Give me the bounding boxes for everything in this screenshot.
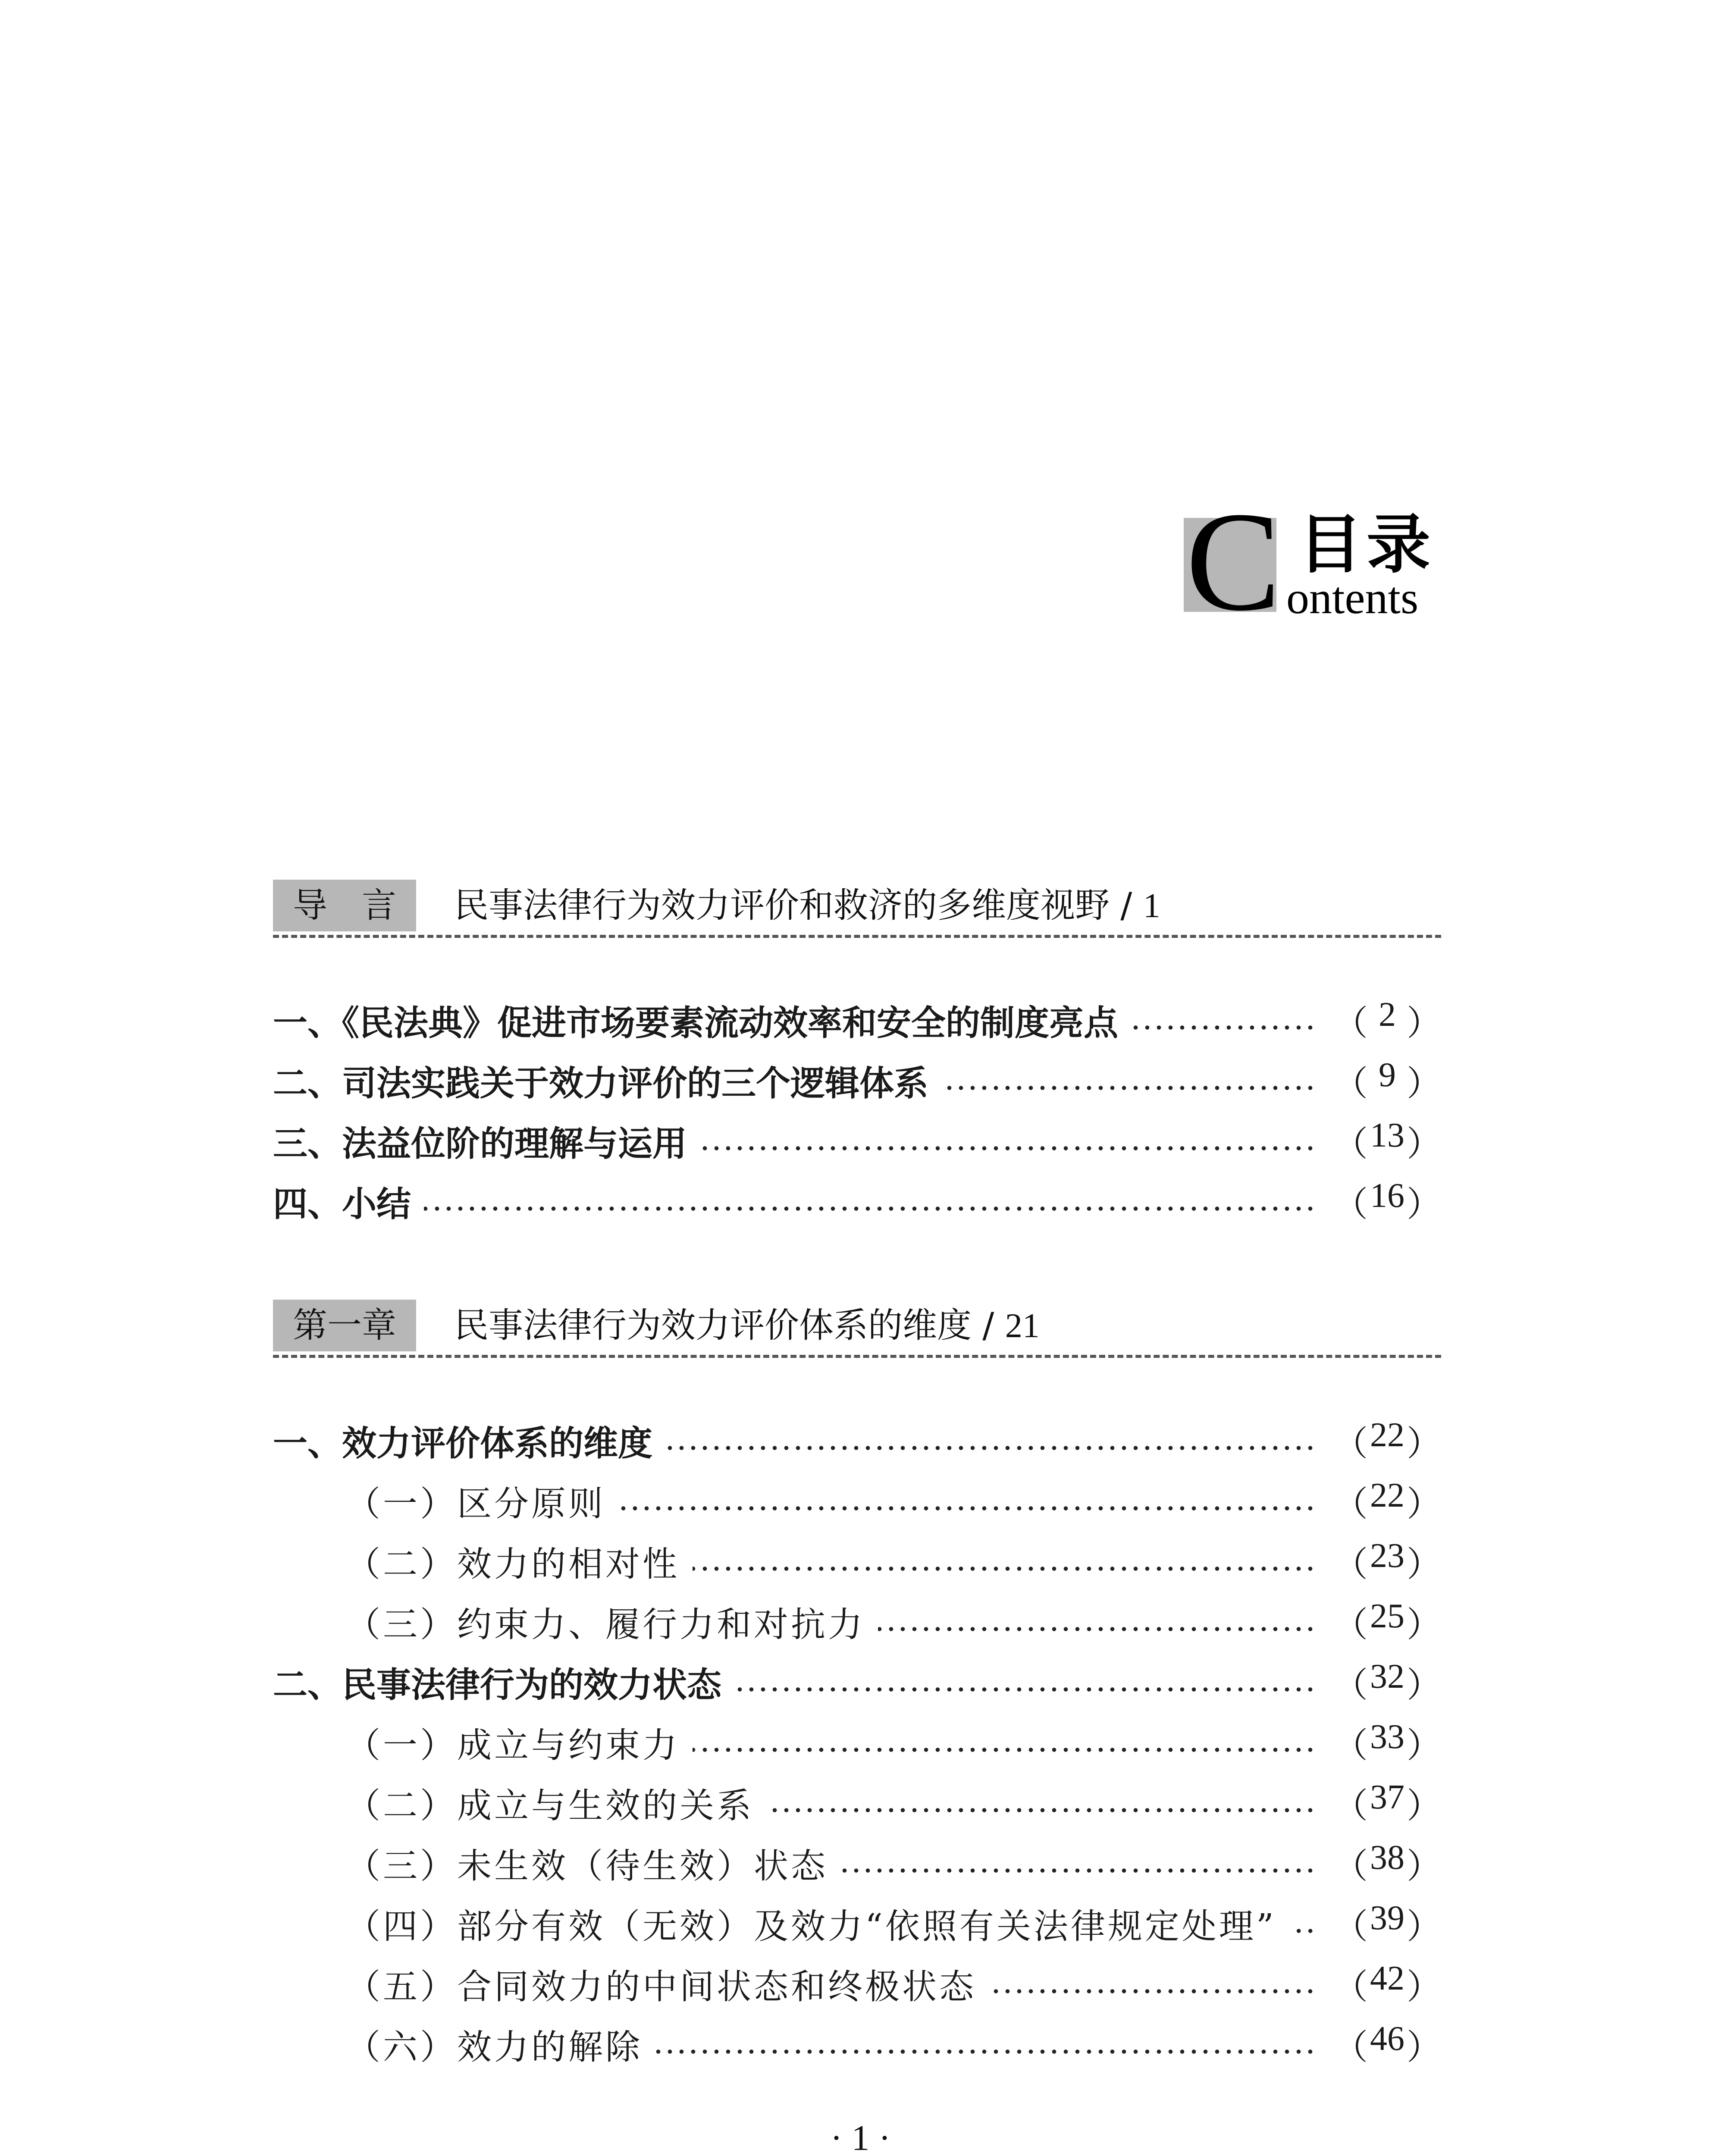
toc-entry-label: （一）成立与约束力 [346, 1725, 680, 1765]
chapter-tag: 导 言 [273, 880, 416, 931]
toc-entry-page [1333, 1597, 1441, 1646]
toc-entry-label: 一、效力评价体系的维度 [273, 1423, 652, 1463]
toc-entry-label: （五）合同效力的中间状态和终极状态 [346, 1966, 976, 2007]
toc-entry[interactable] [273, 994, 1441, 1046]
toc-entry-page [1333, 1657, 1441, 1707]
chapter-title [454, 1300, 1040, 1352]
paren-open: （ [1333, 1545, 1368, 1584]
toc-entry-page [1333, 1959, 1441, 2009]
paren-open: （ [1333, 1666, 1368, 1705]
paren-close: ） [1407, 1968, 1441, 2006]
page-number: 9 [1379, 1056, 1396, 1094]
chapter-title-text: 民事法律行为效力评价体系的维度 [454, 1305, 972, 1345]
toc-entry[interactable] [273, 1115, 1441, 1166]
page-number: 25 [1370, 1597, 1404, 1635]
paren-close: ） [1407, 1004, 1441, 1043]
toc-subentry[interactable] [346, 1716, 1441, 1768]
toc-entry-label: 一、《民法典》促进市场要素流动效率和安全的制度亮点 [273, 1003, 1118, 1043]
toc-entry[interactable] [273, 1656, 1441, 1708]
toc-entry[interactable] [273, 1175, 1441, 1227]
toc-entry-page [1333, 1899, 1441, 1948]
page-number: 42 [1370, 1959, 1404, 1997]
contents-heading [1184, 483, 1442, 640]
paren-open: （ [1333, 1787, 1368, 1825]
toc-entry-page [1333, 1778, 1441, 1827]
dot-leader [618, 1505, 1316, 1511]
toc-entry-page [1333, 1176, 1441, 1226]
paren-close: ） [1407, 1185, 1441, 1224]
toc-entry-label: （二）效力的相对性 [346, 1544, 680, 1584]
dot-leader [1131, 1025, 1316, 1031]
paren-open: （ [1333, 1908, 1368, 1946]
toc-entry-page [1333, 1416, 1441, 1465]
paren-open: （ [1333, 1968, 1368, 2006]
toc-entry-page [1333, 1116, 1441, 1166]
dot-leader [734, 1686, 1316, 1692]
dot-leader [700, 1145, 1316, 1151]
paren-close: ） [1407, 1666, 1441, 1705]
paren-open: （ [1333, 1065, 1368, 1103]
paren-open: （ [1333, 1847, 1368, 1886]
paren-close: ） [1407, 1847, 1441, 1886]
dot-leader [989, 1988, 1316, 1994]
toc-subentry[interactable] [346, 1958, 1441, 2009]
toc-entry-label: （三）未生效（待生效）状态 [346, 1846, 828, 1886]
chapter-page: 1 [1143, 887, 1160, 925]
toc-entry-label: （一）区分原则 [346, 1483, 605, 1524]
chapter-tag: 第一章 [273, 1300, 416, 1351]
toc-entry-label: 四、小结 [273, 1184, 411, 1224]
paren-open: （ [1333, 1185, 1368, 1224]
toc-entry-label: 三、法益位阶的理解与运用 [273, 1123, 687, 1164]
toc-entry-label: （三）约束力、履行力和对抗力 [346, 1604, 865, 1645]
toc-entry-page [1333, 1056, 1441, 1105]
paren-close: ） [1407, 1606, 1441, 1644]
page-number: 22 [1370, 1476, 1404, 1514]
toc-entry-label: 二、民事法律行为的效力状态 [273, 1664, 721, 1705]
paren-close: ） [1407, 1425, 1441, 1463]
paren-open: （ [1333, 1004, 1368, 1043]
toc-subentry[interactable] [346, 1897, 1441, 1949]
chapter-heading [273, 880, 1441, 938]
chapter-page: 21 [1005, 1307, 1040, 1345]
initial-letter: C [1185, 483, 1281, 640]
page-number: 22 [1370, 1416, 1404, 1454]
toc-entry[interactable] [273, 1054, 1441, 1106]
page-number: 2 [1379, 995, 1396, 1034]
page-number: 37 [1370, 1778, 1404, 1816]
page-folio: · 1 · [830, 2118, 891, 2156]
dot-leader [424, 1206, 1316, 1212]
page-number: 46 [1370, 2019, 1404, 2058]
chapter-page-separator: / [1110, 885, 1143, 925]
chapter-title-text: 民事法律行为效力评价和救济的多维度视野 [454, 885, 1110, 925]
toc-subentry[interactable] [346, 1777, 1441, 1828]
toc-subentry[interactable] [346, 1535, 1441, 1587]
paren-close: ） [1407, 1485, 1441, 1523]
paren-open: （ [1333, 1485, 1368, 1523]
toc-entry[interactable] [273, 1414, 1441, 1466]
toc-subentry[interactable] [346, 1595, 1441, 1647]
paren-close: ） [1407, 1727, 1441, 1765]
page-number: 23 [1370, 1536, 1404, 1575]
dot-leader [655, 2049, 1316, 2055]
page-number: 13 [1370, 1116, 1404, 1154]
toc-entry-page [1333, 1838, 1441, 1888]
contents-title-en: ontents [1286, 573, 1419, 623]
toc-entry-label: （六）效力的解除 [346, 2027, 643, 2067]
page-number: 32 [1370, 1657, 1404, 1695]
paren-close: ） [1407, 1065, 1441, 1103]
page-number: 33 [1370, 1717, 1404, 1756]
page-number: 16 [1370, 1176, 1404, 1215]
toc-entry-page [1333, 1536, 1441, 1586]
chapter-heading [273, 1300, 1441, 1358]
paren-close: ） [1407, 2028, 1441, 2067]
page-number: 39 [1370, 1899, 1404, 1937]
paren-close: ） [1407, 1908, 1441, 1946]
toc-entry-page [1333, 1476, 1441, 1526]
dot-leader [693, 1747, 1316, 1753]
toc-subentry[interactable] [346, 2018, 1441, 2070]
dot-leader [767, 1807, 1316, 1813]
page-number: 38 [1370, 1838, 1404, 1877]
paren-close: ） [1407, 1125, 1441, 1163]
dot-leader [1289, 1928, 1316, 1934]
toc-entry-label: 二、司法实践关于效力评价的三个逻辑体系 [273, 1063, 928, 1103]
chapter-page-separator: / [972, 1305, 1005, 1345]
dot-leader [878, 1626, 1316, 1632]
paren-close: ） [1407, 1787, 1441, 1825]
paren-close: ） [1407, 1545, 1441, 1584]
toc-entry-page [1333, 995, 1441, 1045]
toc-subentry[interactable] [346, 1837, 1441, 1889]
dot-leader [665, 1445, 1316, 1451]
chapter-title [454, 880, 1160, 932]
paren-open: （ [1333, 1425, 1368, 1463]
dot-leader [693, 1566, 1316, 1572]
paren-open: （ [1333, 2028, 1368, 2067]
paren-open: （ [1333, 1727, 1368, 1765]
paren-open: （ [1333, 1606, 1368, 1644]
dot-leader [941, 1085, 1316, 1091]
toc-entry-label: （四）部分有效（无效）及效力“依照有关法律规定处理” [346, 1906, 1276, 1946]
contents-title-cn: 目录 [1298, 508, 1435, 582]
dot-leader [841, 1868, 1316, 1874]
toc-subentry[interactable] [346, 1475, 1441, 1526]
toc-entry-page [1333, 1717, 1441, 1767]
toc-entry-label: （二）成立与生效的关系 [346, 1785, 754, 1826]
paren-open: （ [1333, 1125, 1368, 1163]
toc-entry-page [1333, 2019, 1441, 2069]
